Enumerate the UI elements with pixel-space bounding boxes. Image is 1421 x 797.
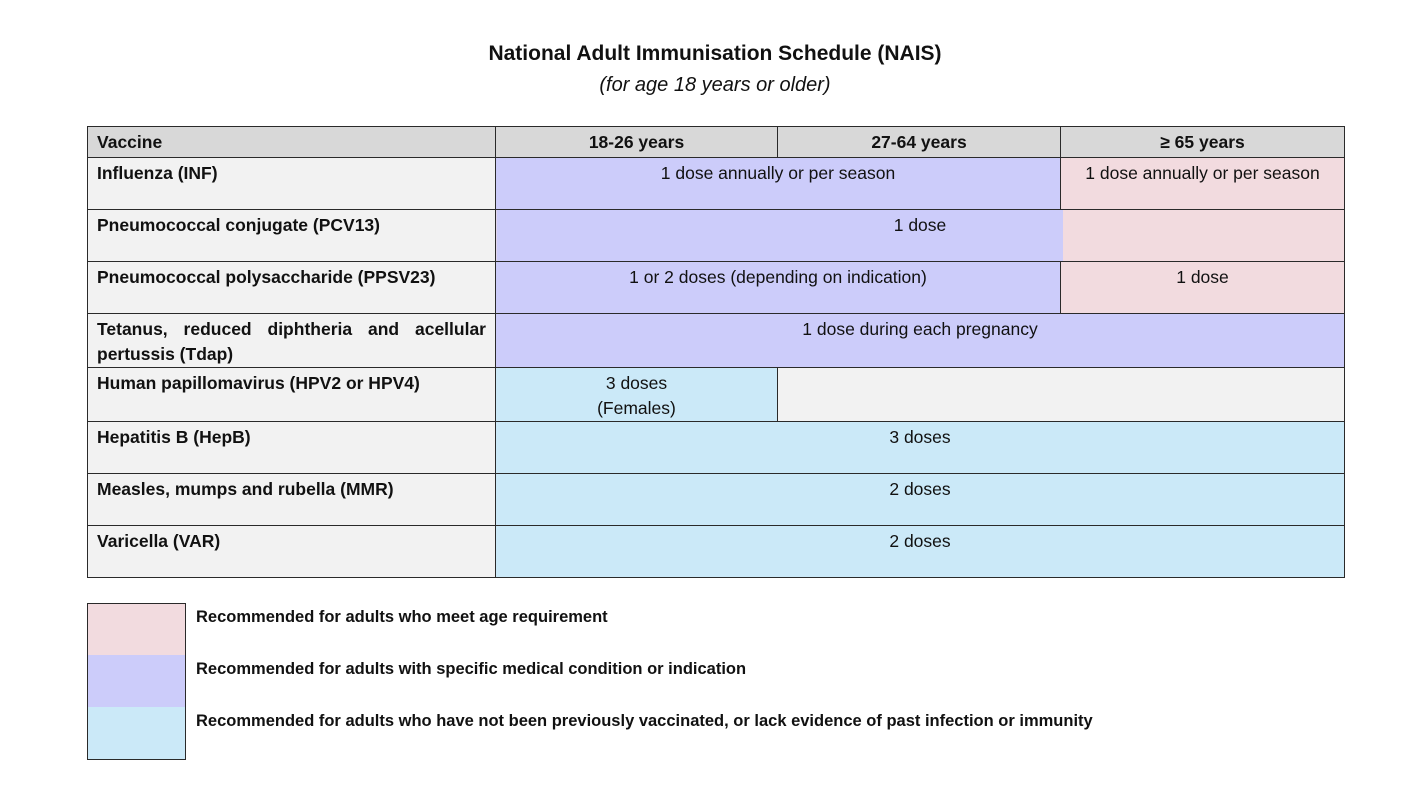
table-row — [88, 368, 1345, 422]
dose-cell-ppsv23-18-64: 1 or 2 doses (depending on indication) — [496, 262, 1061, 314]
table-row — [88, 474, 1345, 526]
dose-cell-hepb-all: 3 doses — [496, 422, 1345, 474]
vaccine-name-tdap: Tetanus, reduced diphtheria and acellular pertussis (Tdap) — [88, 314, 496, 368]
vaccine-name-mmr: Measles, mumps and rubella (MMR) — [88, 474, 496, 526]
header-27-64-years: 27-64 years — [778, 127, 1061, 158]
document-subtitle: (for age 18 years or older) — [599, 74, 831, 96]
vaccine-name-hepb: Hepatitis B (HepB) — [88, 422, 496, 474]
dose-cell-hpv-18-26 — [496, 368, 778, 422]
immunisation-schedule-table — [87, 126, 1345, 578]
vaccine-name-varicella: Varicella (VAR) — [88, 526, 496, 578]
table-row — [88, 314, 1345, 368]
dose-cell-hpv-27-plus-empty — [778, 368, 1345, 422]
vaccine-name-ppsv23: Pneumococcal polysaccharide (PPSV23) — [88, 262, 496, 314]
legend-swatch-pink — [87, 603, 186, 656]
dose-cell-mmr-all: 2 doses — [496, 474, 1345, 526]
dose-cell-tdap-all: 1 dose during each pregnancy — [496, 314, 1345, 368]
vaccine-name-pcv13: Pneumococcal conjugate (PCV13) — [88, 210, 496, 262]
legend-swatch-purple — [87, 655, 186, 708]
header-65-plus-years: ≥ 65 years — [1061, 127, 1345, 158]
table-row — [88, 210, 1345, 262]
dose-cell-influenza-18-64: 1 dose annually or per season — [496, 158, 1061, 210]
dose-cell-influenza-65-plus: 1 dose annually or per season — [1061, 158, 1345, 210]
vaccine-name-influenza: Influenza (INF) — [88, 158, 496, 210]
table-row — [88, 262, 1345, 314]
legend-label-medical-condition: Recommended for adults with specific medical condition or indication — [196, 660, 747, 678]
legend-label-not-vaccinated: Recommended for adults who have not been previously vaccinated, or lack evidence of past infection or immunity — [196, 712, 1093, 730]
table-row — [88, 422, 1345, 474]
dose-cell-hpv-doses: 3 doses — [605, 373, 668, 393]
header-18-26-years: 18-26 years — [496, 127, 778, 158]
table-header-row — [88, 127, 1345, 158]
dose-cell-ppsv23-65-plus: 1 dose — [1061, 262, 1345, 314]
dose-cell-hpv-females: (Females) — [597, 398, 676, 418]
legend-swatch-blue — [87, 707, 186, 760]
table-row — [88, 158, 1345, 210]
table-row — [88, 526, 1345, 578]
dose-cell-pcv13-all: 1 dose — [496, 210, 1345, 262]
document-title: National Adult Immunisation Schedule (NAIS) — [488, 42, 942, 65]
vaccine-name-hpv: Human papillomavirus (HPV2 or HPV4) — [88, 368, 496, 422]
dose-cell-varicella-all: 2 doses — [496, 526, 1345, 578]
legend-label-age-requirement: Recommended for adults who meet age requirement — [196, 608, 608, 626]
header-vaccine: Vaccine — [88, 127, 496, 158]
